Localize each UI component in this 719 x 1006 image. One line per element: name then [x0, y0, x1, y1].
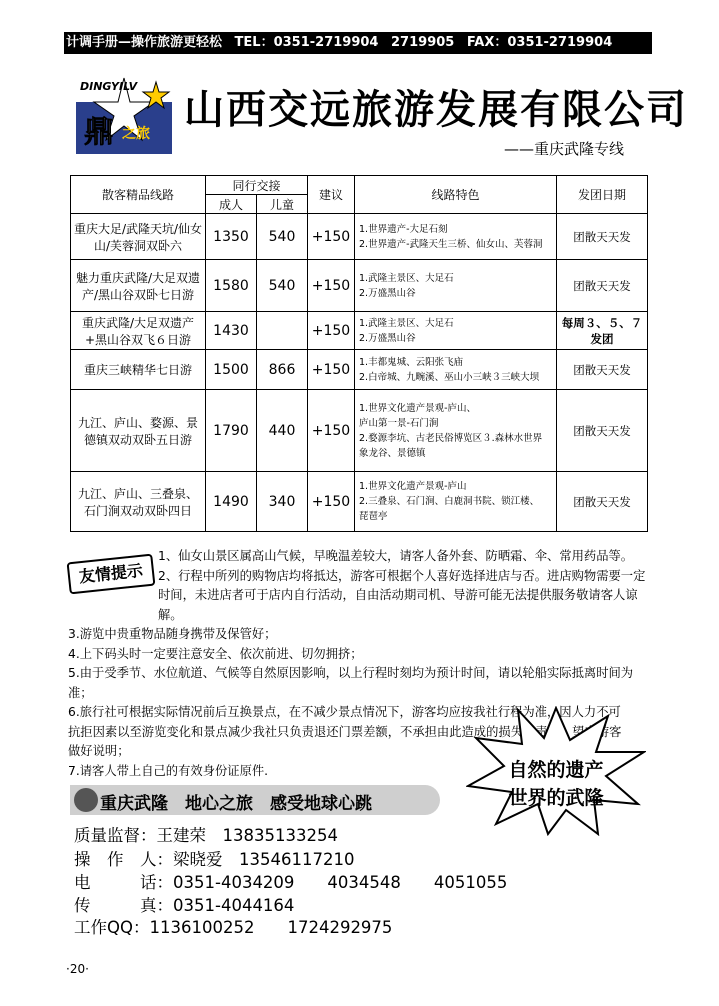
tip-item: 6.旅行社可根据实际情况前后互换景点，在不减少景点情况下，游客均应按我社行程为准，因人力不可抗拒因素以至游览变化和景点减少我社只负责退还门票差额，不承担由此造成的损失和责任，望向游客做好说明； [68, 705, 622, 758]
page-number: ·20· [66, 962, 89, 976]
child-price [257, 312, 308, 350]
routes-table [70, 175, 648, 532]
starburst-line2: 世界的武隆 [508, 787, 604, 809]
contact-quality: 质量监督：王建荣 13835133254 [74, 826, 338, 845]
feature-line: 1.丰都鬼城、云阳张飞庙 [359, 356, 464, 368]
table-row [71, 260, 648, 312]
suggest-price: +150 [308, 350, 355, 390]
child-price: 540 [257, 260, 308, 312]
departure-dates: 每周３、５、７发团 [557, 312, 648, 350]
tip-item: 2、行程中所列的购物店均将抵达，游客可根据个人喜好选择进店与否。进店购物需要一定时间，未进店者可于店内自行活动，自由活动期司机、导游可能无法提供服务敬请客人谅解。 [158, 568, 646, 622]
route-features [355, 350, 557, 390]
header-features: 线路特色 [355, 176, 557, 214]
logo-side-text: 之旅 [122, 126, 150, 142]
departure-dates: 团散天天发 [557, 260, 648, 312]
company-logo [70, 72, 178, 160]
adult-price: 1790 [206, 390, 257, 472]
suggest-price: +150 [308, 472, 355, 532]
suggest-price: +150 [308, 390, 355, 472]
tel-extra: 2719905 [391, 35, 455, 50]
header-suggest: 建议 [308, 176, 355, 214]
child-price: 440 [257, 390, 308, 472]
header-group: 同行交接 [206, 176, 308, 195]
feature-line: 1.世界遗产-大足石刻 [359, 223, 448, 235]
tel: TEL：0351-2719904 [234, 35, 379, 50]
company-subtitle: ——重庆武隆专线 [504, 140, 625, 158]
slogan-text: 重庆武隆 地心之旅 感受地球心跳 [100, 794, 372, 814]
adult-price: 1490 [206, 472, 257, 532]
tip-item: 1、仙女山景区属高山气候，早晚温差较大，请客人备外套、防晒霜、伞、常用药品等。 [158, 549, 634, 563]
tip-item: 5.由于受季节、水位航道、气候等自然原因影响，以上行程时刻均为预计时间，请以轮船实际抵离时间为准； [68, 666, 634, 700]
table-row [71, 390, 648, 472]
header-route: 散客精品线路 [71, 176, 206, 214]
child-price: 340 [257, 472, 308, 532]
header-bar [64, 32, 652, 54]
route-features [355, 312, 557, 350]
route-name: 重庆大足/武隆天坑/仙女山/芙蓉洞双卧六 [71, 214, 206, 260]
feature-line: 1.武隆主景区、大足石 [359, 317, 454, 329]
feature-line: 琵琶亭 [359, 511, 388, 522]
feature-line: 象龙谷、景德镇 [359, 447, 426, 459]
departure-dates: 团散天天发 [557, 214, 648, 260]
tip-item: 3.游览中贵重物品随身携带及保管好； [68, 627, 277, 641]
route-name: 重庆武隆/大足双遗产+黑山谷双飞６日游 [71, 312, 206, 350]
feature-line: 1.武隆主景区、大足石 [359, 272, 454, 284]
feature-line: 1.世界文化遗产景观-庐山、 [359, 402, 476, 414]
child-price: 866 [257, 350, 308, 390]
feature-line: 庐山第一景-石门涧 [359, 417, 439, 429]
starburst-line1: 自然的遗产 [508, 759, 604, 781]
child-price: 540 [257, 214, 308, 260]
feature-line: 2.白帝城、九畹溪、巫山小三峡３三峡大坝 [359, 371, 540, 383]
bullet-icon [74, 788, 98, 812]
route-features [355, 260, 557, 312]
feature-line: 2.万盛黑山谷 [359, 287, 416, 299]
tip-item: 4.上下码头时一定要注意安全、依次前进、切勿拥挤； [68, 646, 363, 661]
adult-price: 1580 [206, 260, 257, 312]
contact-operator: 操 作 人：梁晓爱 13546117210 [74, 850, 355, 869]
route-name: 九江、庐山、婺源、景德镇双动双卧五日游 [71, 390, 206, 472]
suggest-price: +150 [308, 214, 355, 260]
route-name: 重庆三峡精华七日游 [71, 350, 206, 390]
departure-dates: 团散天天发 [557, 350, 648, 390]
suggest-price: +150 [308, 260, 355, 312]
logo-text-top: DINGYILV [80, 80, 138, 93]
suggest-price: +150 [308, 312, 355, 350]
starburst-callout [466, 706, 646, 836]
header-dates: 发团日期 [557, 176, 648, 214]
contact-qq: 工作QQ：1136100252 1724292975 [74, 918, 393, 937]
adult-price: 1350 [206, 214, 257, 260]
table-row [71, 472, 648, 532]
tip-item: 7.请客人带上自己的有效身份证原件. [68, 763, 269, 778]
table-row [71, 350, 648, 390]
contact-fax: 传 真：0351-4044164 [74, 896, 295, 915]
header-child: 儿童 [257, 195, 308, 214]
feature-line: 1.世界文化遗产景观-庐山 [359, 481, 467, 492]
departure-dates: 团散天天发 [557, 472, 648, 532]
tagline: 计调手册—操作旅游更轻松 [66, 35, 223, 50]
table-row [71, 214, 648, 260]
adult-price: 1500 [206, 350, 257, 390]
route-name: 魅力重庆武隆/大足双遗产/黑山谷双卧七日游 [71, 260, 206, 312]
fax: FAX：0351-2719904 [466, 35, 613, 50]
feature-line: 2.三叠泉、石门涧、白鹿洞书院、锁江楼、 [359, 496, 540, 507]
table-row [71, 312, 648, 350]
feature-line: 2.世界遗产-武隆天生三桥、仙女山、芙蓉洞 [359, 238, 543, 250]
departure-dates: 团散天天发 [557, 390, 648, 472]
route-features [355, 214, 557, 260]
feature-line: 2.万盛黑山谷 [359, 332, 416, 344]
header-adult: 成人 [206, 195, 257, 214]
tips-badge: 友情提示 [67, 554, 156, 595]
adult-price: 1430 [206, 312, 257, 350]
route-features [355, 472, 557, 532]
route-features [355, 390, 557, 472]
feature-line: 2.婺源李坑、古老民俗博览区３.森林水世界 [359, 432, 543, 444]
logo-main-glyph: 鼎 [84, 115, 114, 150]
company-name: 山西交远旅游发展有限公司 [184, 87, 688, 133]
contact-phone: 电 话：0351-4034209 4034548 4051055 [74, 873, 508, 892]
route-name: 九江、庐山、三叠泉、石门涧双动双卧四日 [71, 472, 206, 532]
